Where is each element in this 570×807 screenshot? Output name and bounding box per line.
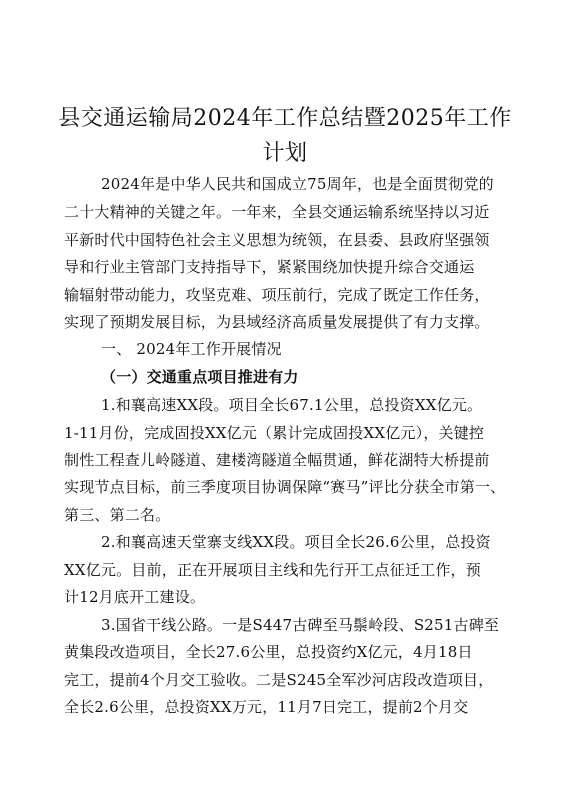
document-title-line-1: 县交通运输局2024年工作总结暨2025年工作	[58, 106, 512, 131]
subsection-heading: （一）交通重点项目推进有力	[101, 368, 299, 386]
paragraph-line: 黄集段改造项目，全长27.6公里，总投资约X亿元，4月18日	[64, 643, 473, 661]
paragraph-line: 平新时代中国特色社会主义思想为统领，在县委、县政府坚强领	[64, 231, 490, 249]
paragraph-line: 2024年是中华人民共和国成立75周年，也是全面贯彻党的	[101, 175, 494, 193]
paragraph-line: 导和行业主管部门支持指导下，紧紧围绕加快提升综合交通运	[64, 258, 475, 276]
paragraph-line: 制性工程查儿岭隧道、建楼湾隧道全幅贯通，鲜花湖特大桥提前	[64, 451, 490, 469]
paragraph-line: XX亿元。目前，正在开展项目主线和先行开工点征迁工作，预	[64, 561, 481, 579]
paragraph-line: 1-11月份，完成固投XX亿元（累计完成固投XX亿元），关键控	[64, 424, 485, 442]
paragraph-line: 实现节点目标，前三季度项目协调保障“赛马”评比分获全市第一、	[64, 478, 506, 496]
paragraph-line: 全长2.6公里，总投资XX万元，11月7日完工，提前2个月交	[64, 698, 469, 716]
paragraph-line: 3.国省干线公路。一是S447古碑至马鬃岭段、S251古碑至	[101, 616, 500, 634]
paragraph-line: 实现了预期发展目标，为县域经济高质量发展提供了有力支撑。	[64, 313, 490, 331]
document-title-line-2: 计划	[262, 141, 308, 166]
section-heading: 一、 2024年工作开展情况	[101, 340, 282, 358]
paragraph-line: 输辐射带动能力，攻坚克难、项压前行，完成了既定工作任务，	[64, 286, 490, 304]
paragraph-line: 完工，提前4个月交工验收。二是S245全军沙河店段改造项目，	[64, 671, 494, 689]
paragraph-line: 2.和襄高速天堂寨支线XX段。项目全长26.6公里，总投资	[101, 533, 491, 551]
paragraph-line: 计12月底开工建设。	[64, 588, 206, 606]
paragraph-line: 二十大精神的关键之年。一年来，全县交通运输系统坚持以习近	[64, 203, 490, 221]
paragraph-line: 第三、第二名。	[64, 506, 171, 524]
paragraph-line: 1.和襄高速XX段。项目全长67.1公里，总投资XX亿元。	[101, 396, 483, 414]
